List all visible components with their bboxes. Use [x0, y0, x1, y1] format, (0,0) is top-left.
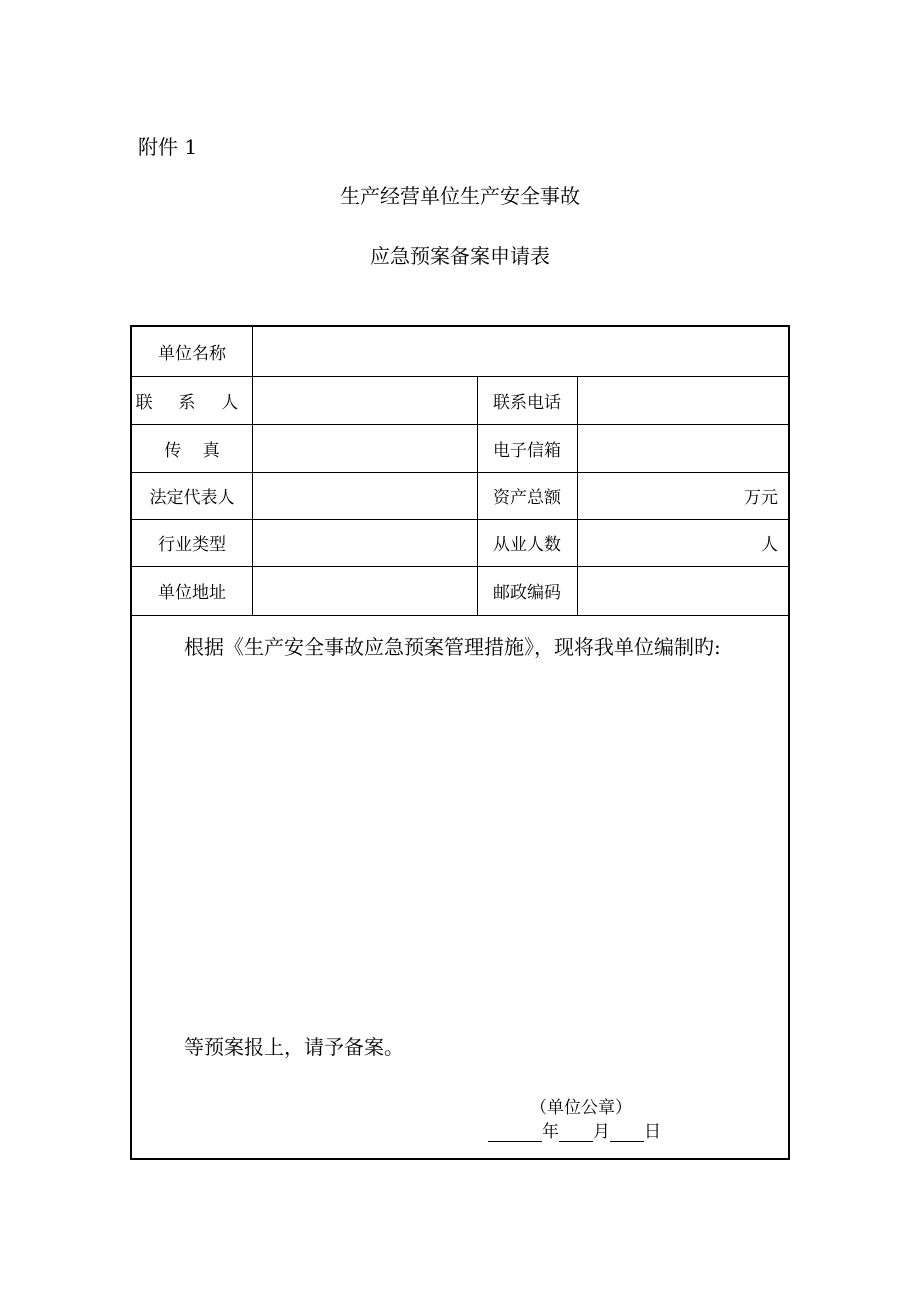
postal-code-field[interactable] [577, 566, 788, 615]
statement-area[interactable] [132, 615, 788, 1158]
unit-name-field[interactable] [252, 327, 788, 376]
row-unit-name [132, 327, 788, 377]
label-employee-count: 从业人数 [477, 519, 578, 566]
label-total-assets: 资产总额 [477, 472, 578, 519]
unit-address-field[interactable] [252, 566, 478, 615]
row-legal-rep [132, 472, 788, 520]
seal-label: （单位公章） [530, 1098, 632, 1118]
label-contact-phone: 联系电话 [477, 376, 578, 424]
date-line [488, 1117, 661, 1142]
label-postal-code: 邮政编码 [477, 566, 578, 615]
closing-text: 等预案报上，请予备案。 [184, 1035, 404, 1059]
label-unit-address: 单位地址 [132, 566, 253, 615]
form-title-line2: 应急预案备案申请表 [370, 244, 550, 268]
label-legal-rep: 法定代表人 [132, 472, 253, 519]
label-fax: 传 真 [132, 424, 253, 472]
unit-wan-yuan: 万元 [744, 488, 778, 508]
industry-type-field[interactable] [252, 519, 478, 566]
row-address [132, 566, 788, 616]
day-blank[interactable] [610, 1123, 644, 1142]
row-contact [132, 376, 788, 425]
contact-phone-field[interactable] [577, 376, 788, 424]
employee-count-field[interactable] [577, 519, 788, 566]
form-title-line1: 生产经营单位生产安全事故 [340, 184, 580, 208]
legal-rep-field[interactable] [252, 472, 478, 519]
label-contact-person: 联 系 人 [132, 376, 253, 424]
label-unit-name: 单位名称 [132, 327, 253, 376]
contact-person-field[interactable] [252, 376, 478, 424]
year-blank[interactable] [488, 1123, 542, 1142]
year-label: 年 [542, 1122, 559, 1142]
statement-text: 根据《生产安全事故应急预案管理措施》，现将我单位编制旳: [184, 635, 721, 659]
month-label: 月 [593, 1122, 610, 1142]
email-field[interactable] [577, 424, 788, 472]
month-blank[interactable] [559, 1123, 593, 1142]
total-assets-field[interactable] [577, 472, 788, 519]
row-industry [132, 519, 788, 567]
row-fax [132, 424, 788, 473]
attachment-label: 附件 1 [138, 135, 198, 159]
label-email: 电子信箱 [477, 424, 578, 472]
label-industry-type: 行业类型 [132, 519, 253, 566]
application-form-table [130, 325, 790, 1160]
fax-field[interactable] [252, 424, 478, 472]
unit-person: 人 [761, 535, 778, 555]
day-label: 日 [644, 1122, 661, 1142]
